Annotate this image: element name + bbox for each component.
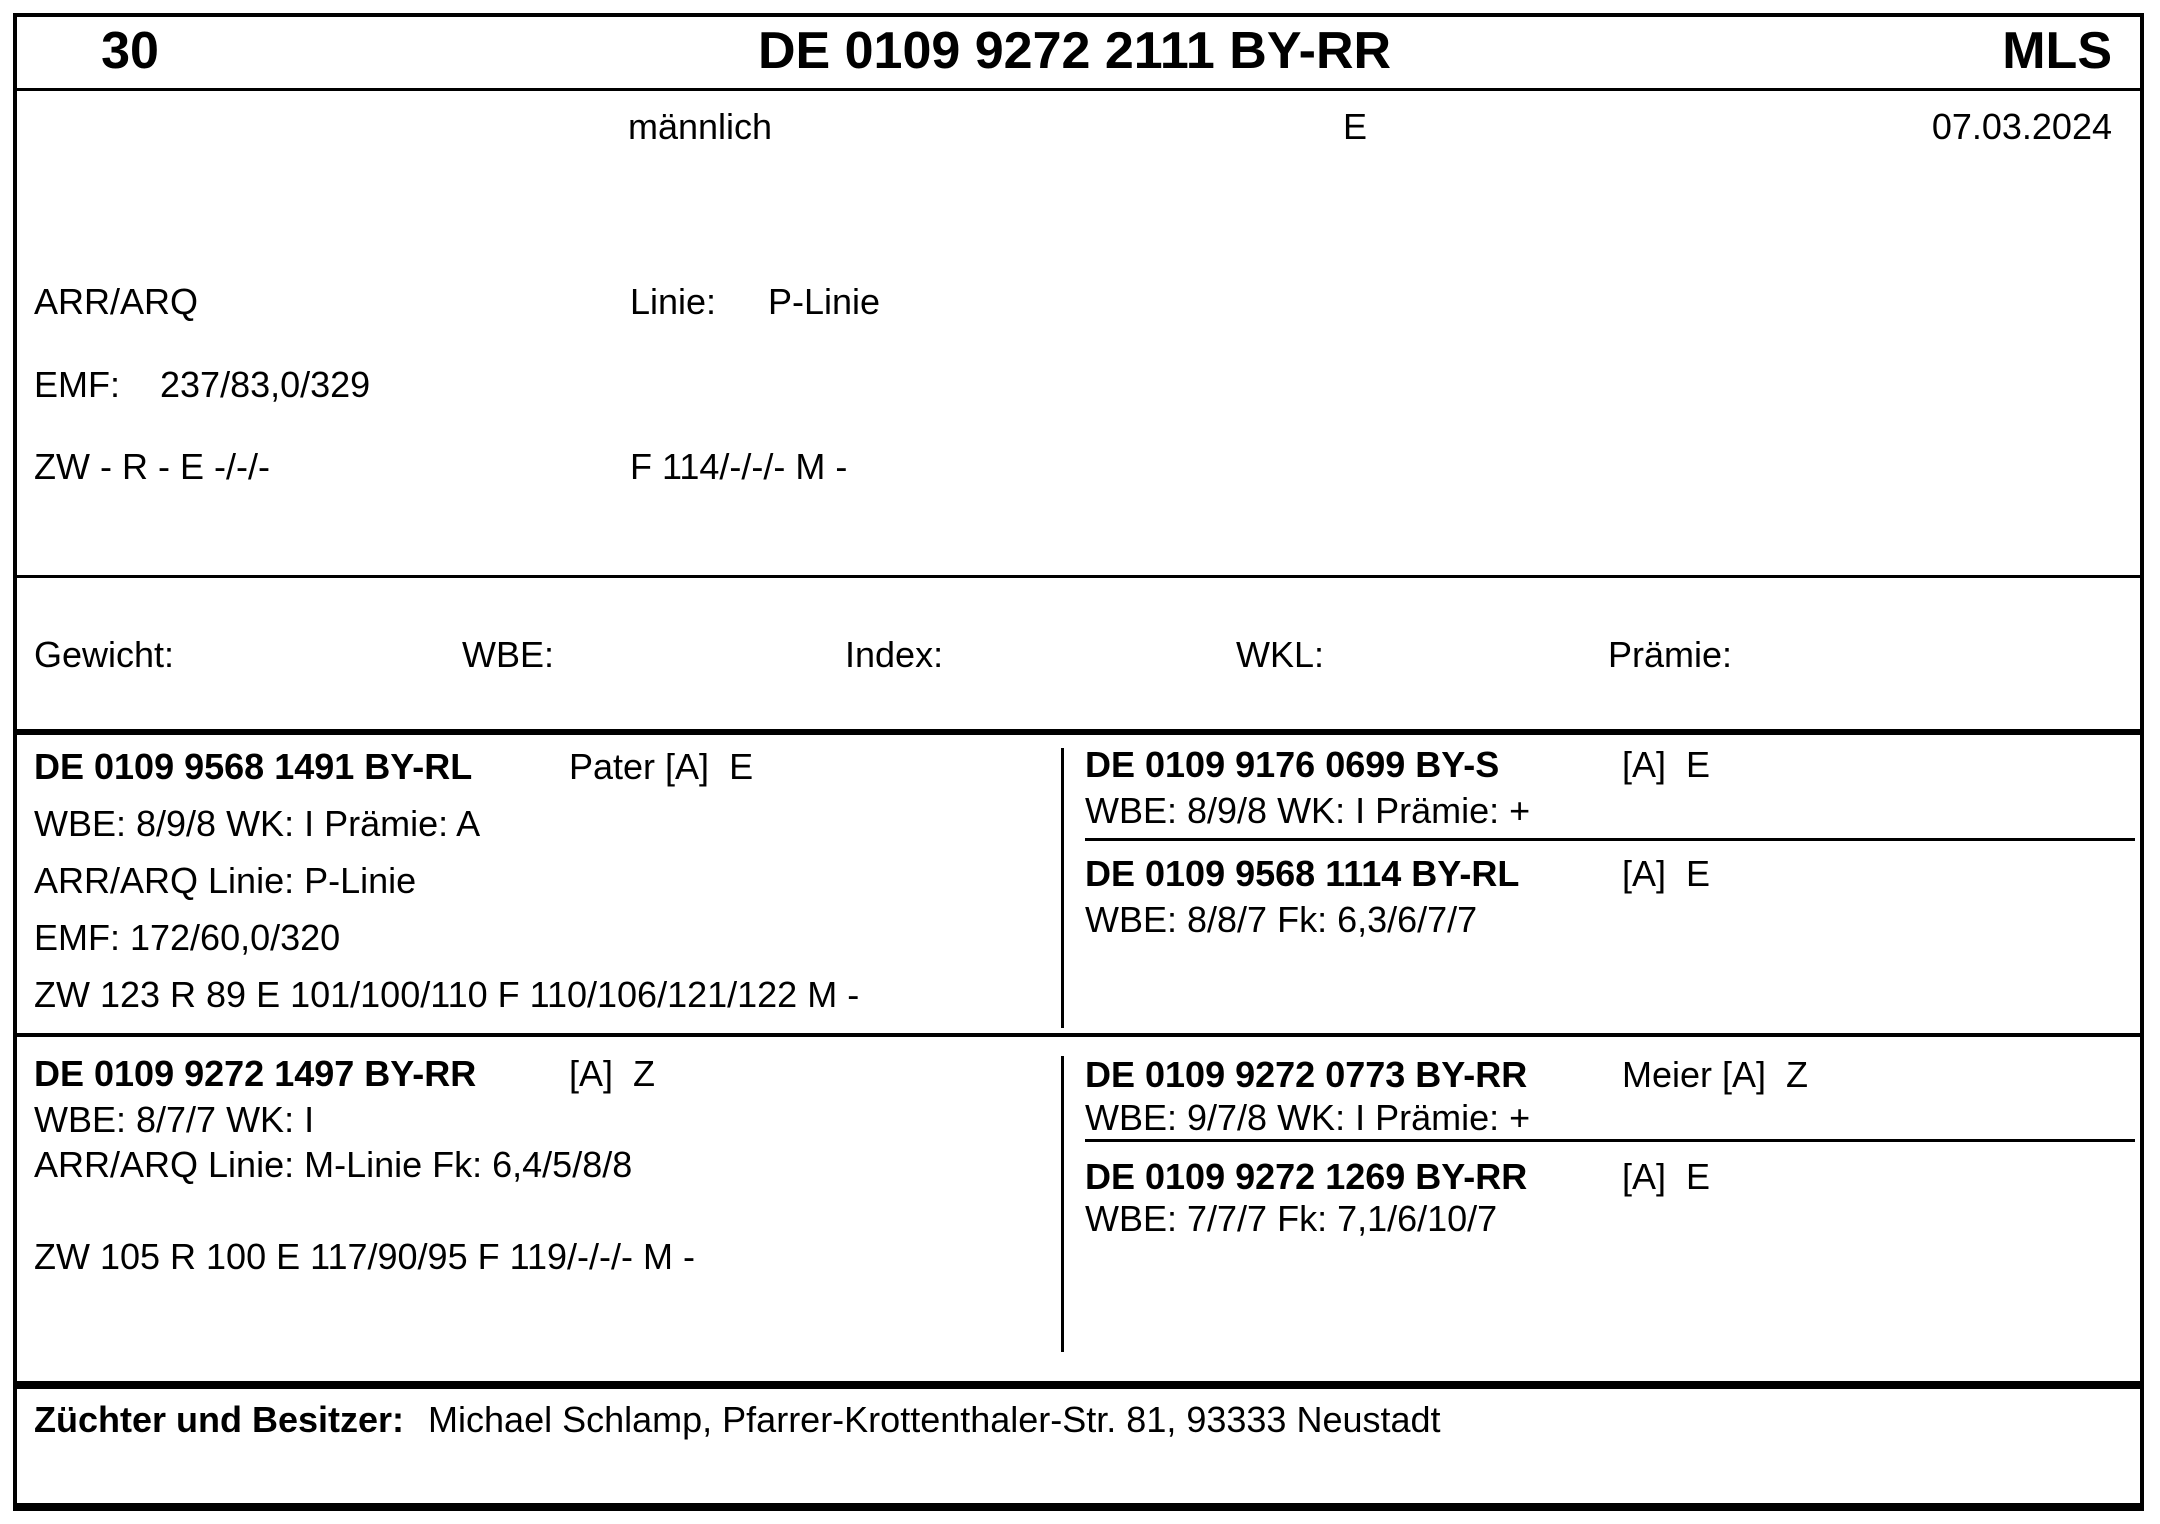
header-divider xyxy=(17,88,2140,91)
pedigree-mid-divider xyxy=(17,1033,2140,1037)
sire-dam-annotation: [A] E xyxy=(1622,853,1711,894)
dam-dam-id: DE 0109 9272 1269 BY-RR xyxy=(1085,1156,1528,1197)
breeder-owner-value: Michael Schlamp, Pfarrer-Krottenthaler-Str. 81, 93333 Neustadt xyxy=(428,1399,1441,1440)
sire-grandparent-divider xyxy=(1085,838,2135,841)
dam-id: DE 0109 9272 1497 BY-RR xyxy=(34,1053,477,1094)
measure-label-index: Index: xyxy=(845,634,944,675)
breeder-owner-row xyxy=(34,1399,1441,1440)
linie-value: P-Linie xyxy=(768,281,881,322)
dam-annotation: [A] Z xyxy=(569,1053,656,1094)
measures-divider xyxy=(17,729,2140,735)
sire-genotype-line: ARR/ARQ Linie: P-Linie xyxy=(34,860,417,901)
sire-sire-annotation: [A] E xyxy=(1622,744,1711,785)
zw-values: ZW - R - E -/-/- xyxy=(34,446,270,487)
sex-value: männlich xyxy=(627,106,773,147)
dam-sire-annotation: Meier [A] Z xyxy=(1622,1054,1809,1095)
measure-label-gewicht: Gewicht: xyxy=(34,634,175,675)
animal-id: DE 0109 9272 2111 BY-RR xyxy=(757,22,1392,80)
sire-zw-line: ZW 123 R 89 E 101/100/110 F 110/106/121/122 M - xyxy=(34,974,860,1015)
genotype-value: ARR/ARQ xyxy=(34,281,199,322)
f-values: F 114/-/-/- M - xyxy=(630,446,848,487)
info-divider xyxy=(17,575,2140,578)
measure-label-wkl: WKL: xyxy=(1236,634,1325,675)
breed-code: MLS xyxy=(2002,22,2112,80)
dam-zw-line: ZW 105 R 100 E 117/90/95 F 119/-/-/- M - xyxy=(34,1236,695,1277)
dam-grandparent-divider xyxy=(1085,1139,2135,1142)
sire-annotation: Pater [A] E xyxy=(569,746,754,787)
dam-vertical-divider xyxy=(1061,1056,1064,1352)
dam-dam-wbe-line: WBE: 7/7/7 Fk: 7,1/6/10/7 xyxy=(1085,1198,1498,1239)
dam-sire-id: DE 0109 9272 0773 BY-RR xyxy=(1085,1054,1528,1095)
sire-id: DE 0109 9568 1491 BY-RL xyxy=(34,746,473,787)
sire-sire-id: DE 0109 9176 0699 BY-S xyxy=(1085,744,1500,785)
emf-value: 237/83,0/329 xyxy=(160,364,371,405)
dam-genotype-line: ARR/ARQ Linie: M-Linie Fk: 6,4/5/8/8 xyxy=(34,1144,633,1185)
sire-sire-wbe-line: WBE: 8/9/8 WK: I Prämie: + xyxy=(1085,790,1531,831)
sire-dam-wbe-line: WBE: 8/8/7 Fk: 6,3/6/7/7 xyxy=(1085,899,1478,940)
dam-sire-wbe-line: WBE: 9/7/8 WK: I Prämie: + xyxy=(1085,1097,1531,1138)
breeder-owner-label: Züchter und Besitzer: xyxy=(34,1399,405,1440)
emf-label: EMF: xyxy=(34,364,120,405)
dam-wbe-line: WBE: 8/7/7 WK: I xyxy=(34,1099,315,1140)
class-value: E xyxy=(1343,106,1368,147)
sire-wbe-line: WBE: 8/9/8 WK: I Prämie: A xyxy=(34,803,481,844)
sire-emf-line: EMF: 172/60,0/320 xyxy=(34,917,341,958)
sire-dam-id: DE 0109 9568 1114 BY-RL xyxy=(1085,853,1520,894)
catalog-number: 30 xyxy=(101,22,159,80)
dam-dam-annotation: [A] E xyxy=(1622,1156,1711,1197)
measure-label-wbe: WBE: xyxy=(462,634,555,675)
sire-vertical-divider xyxy=(1061,748,1064,1028)
date-value: 07.03.2024 xyxy=(1931,106,2112,147)
linie-label: Linie: xyxy=(630,281,717,322)
measure-label-praemie: Prämie: xyxy=(1608,634,1733,675)
footer-divider xyxy=(17,1381,2140,1389)
